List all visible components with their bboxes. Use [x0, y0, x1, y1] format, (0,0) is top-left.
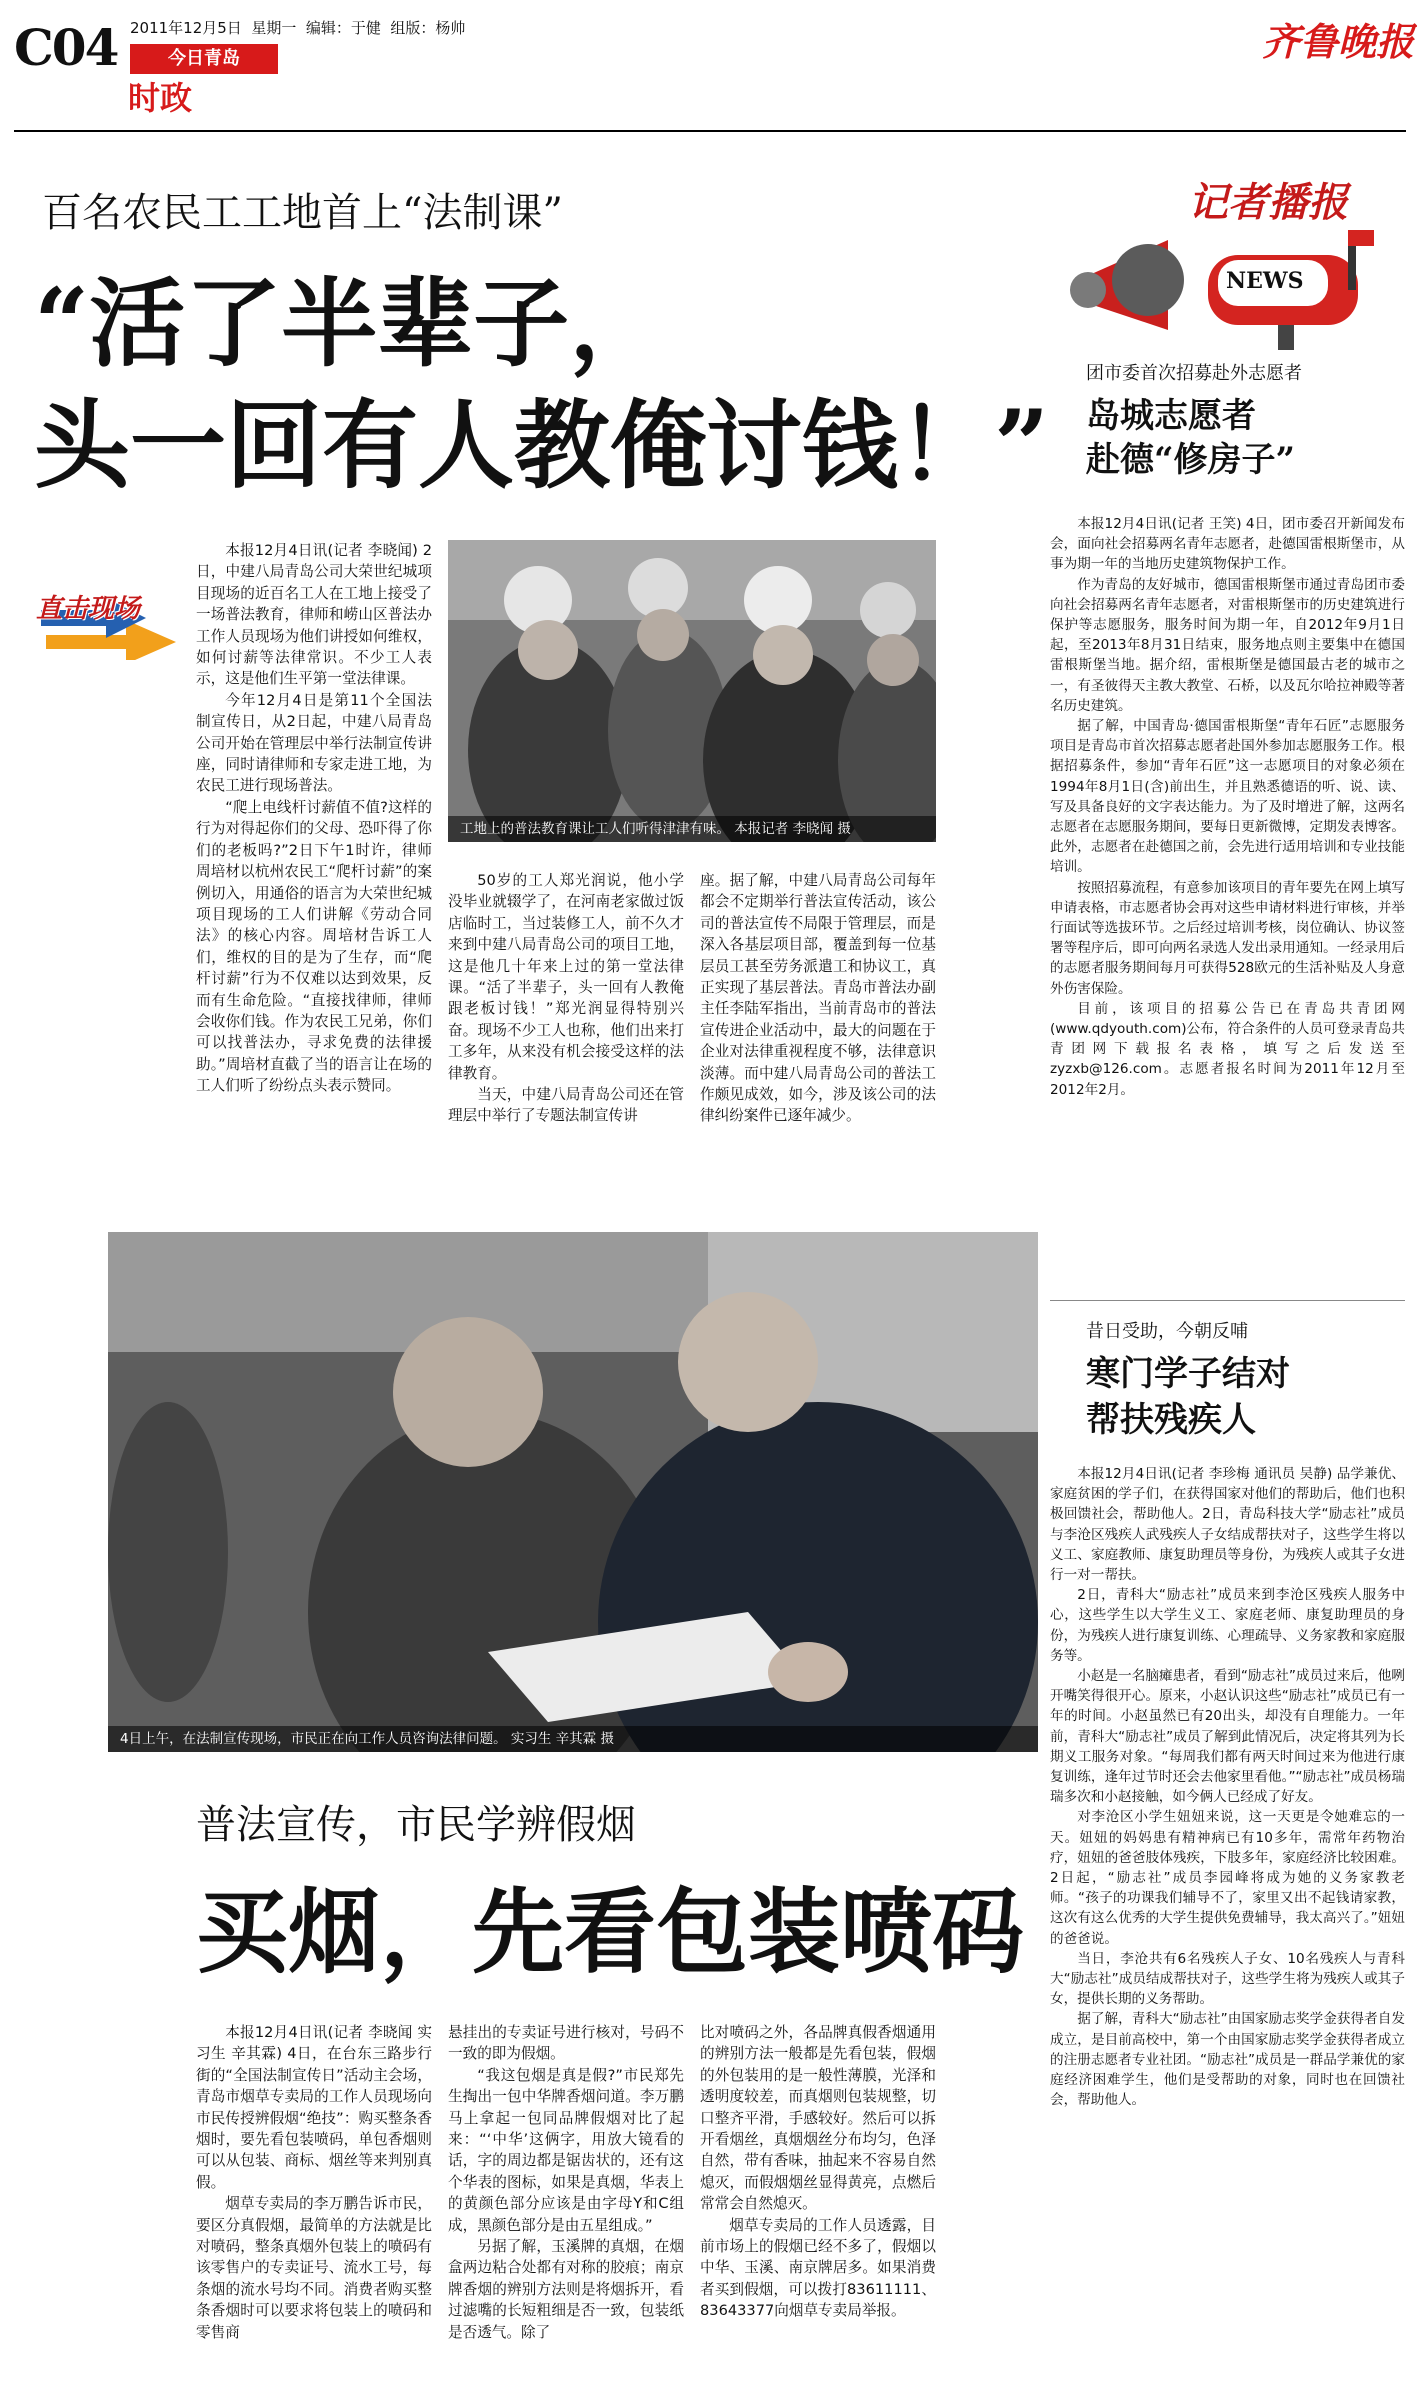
paragraph: 座。据了解，中建八局青岛公司每年都会不定期举行普法宣传活动，该公司的普法宣传不局限于管理层，而是深入各基层项目部，覆盖到每一位基层员工甚至劳务派遣工和协议工，真正实现了基层普法。青岛市普法办副主任李陆军指出，当前青岛市的普法宣传进企业活动中，最大的问题在于企业对法律重视程度不够，法律意识淡薄。而中建八局青岛公司的普法工作颇见成效，如今，涉及该公司的法律纠纷案件已逐年减少。	[700, 872, 936, 1125]
article-headline: 买烟，先看包装喷码	[196, 1878, 1025, 1986]
paragraph: 本报12月4日讯(记者 李珍梅 通讯员 吴静) 品学兼优、家庭贫困的学子们，在获得国家对他们的帮助后，他们也积极回馈社会，帮助他人。2日，青岛科技大学“励志社”成员与李沧区残疾人武残疾人子女结成帮扶对子，这些学生将以义工、家庭教师、康复助理员等身份，为残疾人或其子女进行一对一帮扶。	[1050, 1466, 1405, 1584]
sidebar-headline-line2: 赴德“修房子”	[1086, 440, 1296, 480]
news-label: NEWS	[1226, 268, 1304, 294]
section-tag: 今日青岛	[130, 44, 278, 74]
sidebar-headline-line2: 帮扶残疾人	[1086, 1400, 1256, 1440]
article-col-3	[700, 2022, 936, 2322]
article-fake-cigarettes	[0, 1760, 1040, 2380]
article-col-2	[448, 870, 684, 1127]
paragraph: 50岁的工人郑光润说，他小学没毕业就辍学了，在河南老家做过饭店临时工，当过装修工人，前不久才来到中建八局青岛公司的项目工地，这是他几十年来上过的第一堂法律课。“活了半辈子，头一回有人教俺跟老板讨钱！”郑光润显得特别兴奋。现场不少工人也称，他们出来打工多年，从来没有机会接受这样的法律教育。	[448, 872, 684, 1082]
paragraph: 作为青岛的友好城市，德国雷根斯堡市通过青岛团市委向社会招募两名青年志愿者，对雷根斯堡市的历史建筑进行保护等志愿服务，服务时间为期一年，自2012年9月1日起，至2013年8月31日结束，服务地点则主要集中在德国雷根斯堡当地。据介绍，雷根斯堡是德国最古老的城市之一，有圣彼得天主教大教堂、石桥，以及瓦尔哈拉神殿等著名历史建筑。	[1050, 576, 1405, 714]
photo-consultation	[108, 1232, 1038, 1752]
paragraph: 2日，青科大“励志社”成员来到李沧区残疾人服务中心，这些学生以大学生义工、家庭老师、康复助理员的身份，为残疾人进行康复训练、心理疏导、义务家教和家庭服务等。	[1050, 1587, 1405, 1664]
paragraph: “爬上电线杆讨薪值不值?这样的行为对得起你们的父母、恐吓得了你们的老板吗?”2日下午1时许，律师周培材以杭州农民工“爬杆讨薪”的案例切入，用通俗的语言为大荣世纪城项目现场的工人们讲解《劳动合同法》的核心内容。周培材告诉工人们，维权的目的是为了生存，而“爬杆讨薪”行为不仅难以达到效果，反而有生命危险。“直接找律师，律师会收你们钱。作为农民工兄弟，你们可以找普法办，寻求免费的法律援助。”周培材直截了当的语言让在场的工人们听了纷纷点头表示赞同。	[196, 798, 432, 1095]
article-col-1	[196, 2022, 432, 2343]
paragraph: 小赵是一名脑瘫患者，看到“励志社”成员过来后，他咧开嘴笑得很开心。原来，小赵认识这些“励志社”成员已有一年的时间。小赵虽然已有20出头，却没有自理能力。一年前，青科大“励志社”成员了解到此情况后，决定将其列为长期义工服务对象。“每周我们都有两天时间过来为他进行康复训练，逢年过节时还会去他家里看他。”“励志社”成员杨瑞瑞多次和小赵接触，如今俩人已经成了好友。	[1050, 1668, 1405, 1806]
article-lawclass	[0, 140, 1050, 1760]
sidebar-divider	[1050, 1300, 1405, 1301]
page-header	[0, 0, 1417, 130]
paragraph: 本报12月4日讯(记者 李晓闻 实习生 辛其霖) 4日，在台东三路步行街的“全国法制宣传日”活动主会场，青岛市烟草专卖局的工作人员现场向市民传授辨假烟“绝技”：购买整条香烟时，要先看包装喷码，单包香烟则可以从包装、商标、烟丝等来判别真假。	[196, 2024, 432, 2191]
article-kicker: 百名农民工工地首上“法制课”	[42, 190, 563, 236]
sidebar-story2-body	[1050, 1464, 1405, 2111]
sidebar-kicker: 昔日受助，今朝反哺	[1086, 1321, 1248, 1342]
sidebar-badge-title: 记者播报	[1188, 180, 1348, 226]
article-headline-line2: 头一回有人教俺讨钱！”	[34, 389, 1050, 502]
onsite-badge-label: 直击现场	[36, 594, 141, 624]
paragraph: 据了解，中国青岛·德国雷根斯堡“青年石匠”志愿服务项目是青岛市首次招募志愿者赴国外参加志愿服务工作。根据招募条件，参加“青年石匠”这一志愿项目的对象必须在1994年8月1日(含)前出生，并且熟悉德语的听、说、读、写及具备良好的文字表达能力。为了及时增进了解，这两名志愿者在志愿服务期间，要每日更新微博，定期发表博客。此外，志愿者在赴德国之前，会先进行适用培训和专业技能培训。	[1050, 718, 1405, 876]
article-col-2	[448, 2022, 684, 2343]
sidebar-headline-line1: 寒门学子结对	[1086, 1354, 1290, 1394]
paragraph: 烟草专卖局的工作人员透露，目前市场上的假烟已经不多了，假烟以中华、玉溪、南京牌居多。如果消费者买到假烟，可以拨打83611111、83643377向烟草专卖局举报。	[700, 2216, 936, 2320]
article-col-1	[196, 540, 432, 1097]
paragraph: 今年12月4日是第11个全国法制宣传日，从2日起，中建八局青岛公司开始在管理层中举行法制宣传讲座，同时请律师和专家走进工地，为农民工进行现场普法。	[196, 691, 432, 795]
onsite-badge	[36, 580, 186, 660]
photo-workers	[448, 540, 936, 842]
consultation-photo-image	[108, 1232, 1038, 1752]
sidebar-story1-body	[1050, 514, 1405, 1100]
paragraph: 按照招募流程，有意参加该项目的青年要先在网上填写申请表格，市志愿者协会再对这些申请材料进行审核，并举行面试等选拔环节。之后经过培训考核，岗位确认、协议签署等程序后，即可向两名录选人发出录用通知。一经录用后的志愿者服务期间每月可获得528欧元的生活补贴及人身意外伤害保险。	[1050, 879, 1405, 997]
newspaper-brand: 齐鲁晚报	[1262, 19, 1415, 64]
paragraph: 烟草专卖局的李万鹏告诉市民，要区分真假烟，最简单的方法就是比对喷码，整条真烟外包装上的喷码有该零售户的专卖证号、流水工号，每条烟的流水号均不同。消费者购买整条香烟时可以要求将包装上的喷码和零售商	[196, 2195, 432, 2341]
photo-caption: 4日上午，在法制宣传现场，市民正在向工作人员咨询法律问题。 实习生 辛其霖 摄	[108, 1726, 1038, 1752]
paragraph: 本报12月4日讯(记者 王笑) 4日，团市委召开新闻发布会，面向社会招募两名青年志愿者，赴德国雷根斯堡市，从事为期一年的当地历史建筑物保护工作。	[1050, 516, 1405, 573]
sidebar-badge	[1058, 160, 1398, 350]
page-number: C04	[14, 18, 118, 77]
photo-caption: 工地上的普法教育课让工人们听得津津有味。 本报记者 李晓闻 摄	[448, 816, 936, 842]
header-rule	[14, 130, 1406, 132]
paragraph: 目前，该项目的招募公告已在青岛共青团网(www.qdyouth.com)公布，符合条件的人员可登录青岛共青团网下载报名表格，填写之后发送至zyzxb@126.com。志愿者报名时间为2011年12月至2012年2月。	[1050, 1000, 1405, 1098]
paragraph: 另据了解，玉溪牌的真烟，在烟盒两边粘合处都有对称的胶痕；南京牌香烟的辨别方法则是将烟拆开，看过滤嘴的长短粗细是否一致，包装纸是否透气。除了	[448, 2238, 684, 2341]
sidebar-headline-line1: 岛城志愿者	[1086, 396, 1256, 436]
paragraph: 悬挂出的专卖证号进行核对，号码不一致的即为假烟。	[448, 2024, 684, 2063]
sidebar-reporter-news	[1050, 150, 1406, 2390]
sidebar-kicker: 团市委首次招募赴外志愿者	[1086, 363, 1302, 384]
article-col-3	[700, 870, 936, 1127]
paragraph: 比对喷码之外，各品牌真假香烟通用的辨别方法一般都是先看包装，假烟的外包装用的是一般性薄膜，光泽和透明度较差，而真烟则包装规整，切口整齐平滑，手感较好。然后可以拆开看烟丝，真烟烟丝分布均匀，色泽自然，带有香味，抽起来不容易自然熄灭，而假烟烟丝显得黄亮，点燃后常常会自然熄灭。	[700, 2024, 936, 2213]
article-kicker: 普法宣传，市民学辨假烟	[196, 1802, 636, 1848]
article-headline-line1: “活了半辈子，	[34, 267, 666, 380]
paragraph: “我这包烟是真是假?”市民郑先生掏出一包中华牌香烟问道。李万鹏马上拿起一包同品牌假烟对比了起来：“‘中华’这俩字，用放大镜看的话，字的周边都是锯齿状的，还有这个华表的图标，如果是真烟，华表上的黄颜色部分应该是由字母Y和C组成，黑颜色部分是由五星组成。”	[448, 2066, 684, 2234]
section-title: 时政	[128, 79, 193, 117]
paragraph: 据了解，青科大“励志社”由国家励志奖学金获得者自发成立，是目前高校中，第一个由国家励志奖学金获得者成立的注册志愿者专业社团。“励志社”成员是一群品学兼优的家庭经济困难学生，他们是受帮助的对象，同时也在回馈社会，帮助他人。	[1050, 2011, 1405, 2109]
paragraph: 当天，中建八局青岛公司还在管理层中举行了专题法制宣传讲	[448, 1086, 684, 1125]
paragraph: 对李沧区小学生妞妞来说，这一天更是令她难忘的一天。妞妞的妈妈患有精神病已有10多年，需常年药物治疗，妞妞的爸爸肢体残疾，下肢多年，家庭经济比较困难。2日起，“励志社”成员李园峰将成为她的义务家教老师。“孩子的功课我们辅导不了，家里又出不起钱请家教，这次有这么优秀的大学生提供免费辅导，我太高兴了。”妞妞的爸爸说。	[1050, 1809, 1405, 1947]
paragraph: 当日，李沧共有6名残疾人子女、10名残疾人与青科大“励志社”成员结成帮扶对子，这些学生将为残疾人或其子女，提供长期的义务帮助。	[1050, 1950, 1405, 2008]
workers-photo-image	[448, 540, 936, 842]
paragraph: 本报12月4日讯(记者 李晓闻) 2日，中建八局青岛公司大荣世纪城项目现场的近百名工人在工地上接受了一场普法教育，律师和崂山区普法办工作人员现场为他们讲授如何维权，如何讨薪等法律常识。不少工人表示，这是他们生平第一堂法律课。	[196, 542, 432, 688]
date-editor-line: 2011年12月5日 星期一 编辑：于健 组版：杨帅	[130, 19, 466, 37]
